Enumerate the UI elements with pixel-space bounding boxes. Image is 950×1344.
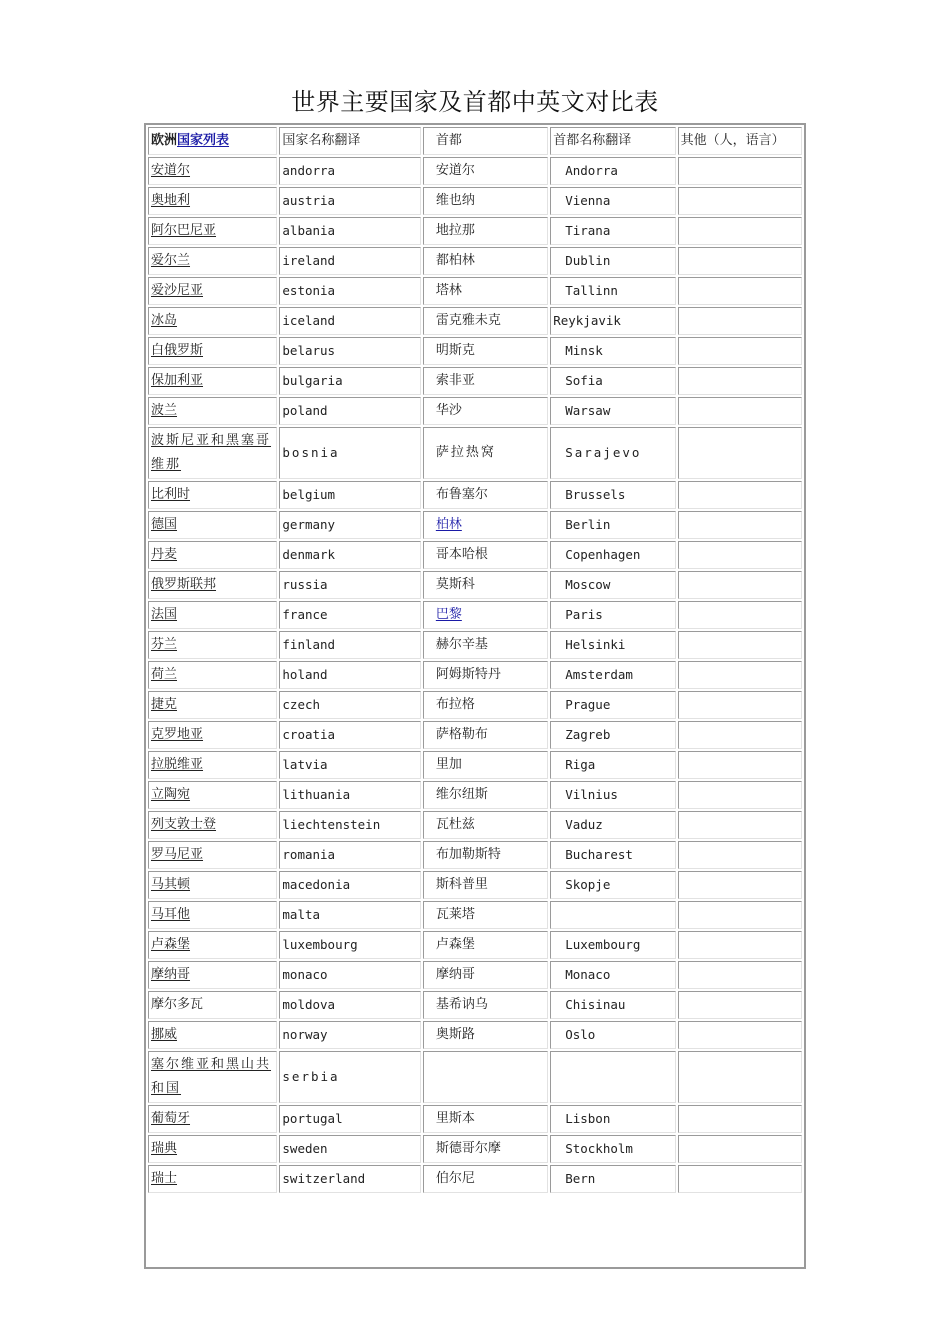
country-cn-link[interactable]: 拉脱维亚 [151, 757, 204, 772]
capital-en-cell: Reykjavik [550, 307, 675, 335]
country-en-cell: germany [279, 511, 420, 539]
header-region [148, 127, 277, 155]
header-row [148, 127, 802, 155]
other-cell [678, 247, 802, 275]
capital-cn-text: 索非亚 [435, 373, 475, 388]
country-en-cell: russia [279, 571, 420, 599]
capital-cn-link[interactable]: 柏林 [435, 517, 462, 532]
country-cn-link[interactable]: 列支敦士登 [151, 817, 217, 832]
country-cn-link[interactable]: 荷兰 [151, 667, 178, 682]
table-row [148, 991, 802, 1019]
country-cn-cell [148, 307, 277, 335]
capital-cn-cell [423, 427, 548, 479]
other-cell [678, 1051, 802, 1103]
table-row [148, 631, 802, 659]
capital-cn-text: 瓦杜兹 [435, 817, 475, 832]
capital-cn-text: 维尔纽斯 [435, 787, 488, 802]
table-row [148, 247, 802, 275]
country-cn-cell [148, 871, 277, 899]
capital-en-cell: Monaco [550, 961, 675, 989]
capital-cn-text: 阿姆斯特丹 [435, 667, 501, 682]
country-cn-link[interactable]: 捷克 [151, 697, 178, 712]
country-cn-cell [148, 481, 277, 509]
table-row [148, 1051, 802, 1103]
country-cn-link[interactable]: 比利时 [151, 487, 191, 502]
table-row [148, 1105, 802, 1133]
capital-en-cell: Bucharest [550, 841, 675, 869]
country-en-cell: ireland [279, 247, 420, 275]
country-en-cell: austria [279, 187, 420, 215]
capital-en-cell: Bern [550, 1165, 675, 1193]
other-cell [678, 397, 802, 425]
capital-cn-text: 里加 [435, 757, 462, 772]
document-title: 世界主要国家及首都中英文对比表 [291, 88, 659, 116]
table-row [148, 217, 802, 245]
other-cell [678, 427, 802, 479]
capital-cn-cell [423, 661, 548, 689]
other-cell [678, 721, 802, 749]
region-label: 欧洲 [151, 133, 178, 148]
capital-cn-cell [423, 631, 548, 659]
other-cell [678, 571, 802, 599]
capital-en-cell: Vilnius [550, 781, 675, 809]
country-cn-cell [148, 691, 277, 719]
country-cn-cell [148, 187, 277, 215]
capital-cn-cell [423, 811, 548, 839]
country-cn-cell [148, 511, 277, 539]
country-cn-cell [148, 991, 277, 1019]
capital-en-cell [550, 901, 675, 929]
table-row [148, 367, 802, 395]
header-other: 其他（人，语言） [678, 127, 802, 155]
other-cell [678, 691, 802, 719]
table-row [148, 871, 802, 899]
country-cn-link[interactable]: 德国 [151, 517, 178, 532]
capital-cn-cell [423, 601, 548, 629]
country-en-cell: lithuania [279, 781, 420, 809]
capital-cn-text: 基希讷乌 [435, 997, 488, 1012]
other-cell [678, 1165, 802, 1193]
table-row [148, 397, 802, 425]
country-en-cell: portugal [279, 1105, 420, 1133]
country-cn-cell [148, 721, 277, 749]
country-cn-link[interactable]: 卢森堡 [151, 937, 191, 952]
other-cell [678, 631, 802, 659]
capital-en-cell [550, 1051, 675, 1103]
capital-cn-cell [423, 541, 548, 569]
capital-cn-text: 华沙 [435, 403, 462, 418]
country-cn-cell [148, 1021, 277, 1049]
capital-en-cell: Vienna [550, 187, 675, 215]
country-cn-cell [148, 961, 277, 989]
country-en-cell: croatia [279, 721, 420, 749]
other-cell [678, 367, 802, 395]
capital-cn-text: 伯尔尼 [435, 1171, 475, 1186]
table-row [148, 571, 802, 599]
country-cn-cell [148, 1135, 277, 1163]
capital-cn-text: 地拉那 [435, 223, 475, 238]
country-cn-link[interactable]: 爱沙尼亚 [151, 283, 204, 298]
capital-cn-cell [423, 247, 548, 275]
table-row [148, 751, 802, 779]
other-cell [678, 277, 802, 305]
capital-en-cell: Minsk [550, 337, 675, 365]
country-cn-cell [148, 601, 277, 629]
country-en-cell: andorra [279, 157, 420, 185]
country-cn-link[interactable]: 摩纳哥 [151, 967, 191, 982]
other-cell [678, 187, 802, 215]
capital-cn-text: 萨格勒布 [435, 727, 488, 742]
country-en-cell: latvia [279, 751, 420, 779]
table-row [148, 661, 802, 689]
country-cn-link[interactable]: 塞尔维亚和黑山共和国 [151, 1057, 272, 1096]
capital-cn-text: 布加勒斯特 [435, 847, 501, 862]
header-capital-translation: 首都名称翻译 [550, 127, 675, 155]
country-en-cell: malta [279, 901, 420, 929]
country-en-cell: luxembourg [279, 931, 420, 959]
table-row [148, 781, 802, 809]
country-en-cell: monaco [279, 961, 420, 989]
capital-cn-text: 赫尔辛基 [435, 637, 488, 652]
country-en-cell: bosnia [279, 427, 420, 479]
capital-en-cell: Warsaw [550, 397, 675, 425]
country-cn-cell [148, 247, 277, 275]
country-cn-link: 摩尔多瓦 [151, 997, 204, 1012]
table-row [148, 427, 802, 479]
capital-en-cell: Amsterdam [550, 661, 675, 689]
table-row [148, 157, 802, 185]
capital-en-cell: Helsinki [550, 631, 675, 659]
table-row [148, 187, 802, 215]
capital-cn-text: 瓦莱塔 [435, 907, 475, 922]
capital-en-cell: Luxembourg [550, 931, 675, 959]
other-cell [678, 991, 802, 1019]
country-list-link[interactable]: 国家列表 [177, 133, 230, 148]
country-en-cell: france [279, 601, 420, 629]
country-cn-link[interactable]: 马其顿 [151, 877, 191, 892]
capital-en-cell: Stockholm [550, 1135, 675, 1163]
country-cn-cell [148, 931, 277, 959]
table-row [148, 691, 802, 719]
capital-en-cell: Vaduz [550, 811, 675, 839]
capital-cn-text: 萨拉热窝 [435, 445, 496, 460]
capital-cn-cell [423, 571, 548, 599]
country-en-cell: belarus [279, 337, 420, 365]
country-cn-link[interactable]: 冰岛 [151, 313, 178, 328]
capital-cn-cell [423, 1051, 548, 1103]
country-cn-link[interactable]: 丹麦 [151, 547, 178, 562]
country-cn-cell [148, 157, 277, 185]
capital-cn-cell [423, 511, 548, 539]
country-cn-cell [148, 841, 277, 869]
capital-en-cell: Berlin [550, 511, 675, 539]
country-cn-cell [148, 571, 277, 599]
country-cn-cell [148, 337, 277, 365]
capital-cn-text: 斯科普里 [435, 877, 488, 892]
capital-en-cell: Dublin [550, 247, 675, 275]
other-cell [678, 1105, 802, 1133]
country-cn-link[interactable]: 法国 [151, 607, 178, 622]
capital-en-cell: Moscow [550, 571, 675, 599]
capital-cn-text: 布鲁塞尔 [435, 487, 488, 502]
capital-cn-cell [423, 931, 548, 959]
table-row [148, 601, 802, 629]
country-cn-link[interactable]: 奥地利 [151, 193, 191, 208]
capital-en-cell: Oslo [550, 1021, 675, 1049]
country-cn-cell [148, 217, 277, 245]
country-cn-cell [148, 811, 277, 839]
capital-cn-text: 维也纳 [435, 193, 475, 208]
country-cn-link[interactable]: 阿尔巴尼亚 [151, 223, 217, 238]
country-cn-link[interactable]: 挪威 [151, 1027, 178, 1042]
country-cn-link[interactable]: 瑞典 [151, 1141, 178, 1156]
country-cn-link[interactable]: 保加利亚 [151, 373, 204, 388]
capital-cn-text: 布拉格 [435, 697, 475, 712]
table-row [148, 931, 802, 959]
other-cell [678, 601, 802, 629]
country-cn-link[interactable]: 葡萄牙 [151, 1111, 191, 1126]
country-cn-link[interactable]: 安道尔 [151, 163, 191, 178]
capital-cn-cell [423, 781, 548, 809]
capital-en-cell: Skopje [550, 871, 675, 899]
table-row [148, 1135, 802, 1163]
capital-cn-cell [423, 337, 548, 365]
capital-cn-cell [423, 367, 548, 395]
country-cn-link[interactable]: 波兰 [151, 403, 178, 418]
country-cn-cell [148, 631, 277, 659]
country-en-cell: holand [279, 661, 420, 689]
table-row [148, 1165, 802, 1193]
country-en-cell: moldova [279, 991, 420, 1019]
country-cn-link[interactable]: 立陶宛 [151, 787, 191, 802]
table-row [148, 901, 802, 929]
country-cn-link[interactable]: 波斯尼亚和黑塞哥维那 [151, 433, 272, 472]
country-en-cell: liechtenstein [279, 811, 420, 839]
country-en-cell: sweden [279, 1135, 420, 1163]
country-cn-cell [148, 397, 277, 425]
other-cell [678, 871, 802, 899]
capital-cn-text: 斯德哥尔摩 [435, 1141, 501, 1156]
capital-cn-cell [423, 217, 548, 245]
capital-cn-cell [423, 157, 548, 185]
capital-en-cell: Andorra [550, 157, 675, 185]
capital-cn-cell [423, 1135, 548, 1163]
capital-en-cell: Paris [550, 601, 675, 629]
other-cell [678, 157, 802, 185]
table-row [148, 511, 802, 539]
capital-en-cell: Chisinau [550, 991, 675, 1019]
capital-cn-text: 安道尔 [435, 163, 475, 178]
capital-cn-cell [423, 841, 548, 869]
country-en-cell: romania [279, 841, 420, 869]
country-en-cell: iceland [279, 307, 420, 335]
capital-cn-text: 莫斯科 [435, 577, 475, 592]
other-cell [678, 661, 802, 689]
table-row [148, 277, 802, 305]
capital-cn-text: 哥本哈根 [435, 547, 488, 562]
table-row [148, 337, 802, 365]
table-row [148, 481, 802, 509]
other-cell [678, 841, 802, 869]
country-cn-cell [148, 541, 277, 569]
capital-cn-cell [423, 901, 548, 929]
country-en-cell: belgium [279, 481, 420, 509]
country-en-cell: czech [279, 691, 420, 719]
country-en-cell: norway [279, 1021, 420, 1049]
capital-cn-cell [423, 397, 548, 425]
other-cell [678, 811, 802, 839]
other-cell [678, 511, 802, 539]
country-cn-cell [148, 901, 277, 929]
table-row [148, 811, 802, 839]
country-en-cell: estonia [279, 277, 420, 305]
other-cell [678, 751, 802, 779]
capital-cn-cell [423, 721, 548, 749]
country-cn-cell [148, 1105, 277, 1133]
capital-cn-text: 里斯本 [435, 1111, 475, 1126]
country-en-cell: finland [279, 631, 420, 659]
capital-en-cell: Sarajevo [550, 427, 675, 479]
country-en-cell: macedonia [279, 871, 420, 899]
other-cell [678, 901, 802, 929]
capital-cn-cell [423, 991, 548, 1019]
capital-en-cell: Prague [550, 691, 675, 719]
table-row [148, 541, 802, 569]
other-cell [678, 931, 802, 959]
capital-cn-cell [423, 307, 548, 335]
country-cn-link[interactable]: 芬兰 [151, 637, 178, 652]
capital-cn-cell [423, 871, 548, 899]
country-cn-cell [148, 1051, 277, 1103]
other-cell [678, 961, 802, 989]
country-en-cell: bulgaria [279, 367, 420, 395]
other-cell [678, 541, 802, 569]
capital-cn-link[interactable]: 巴黎 [435, 607, 462, 622]
capital-en-cell: Zagreb [550, 721, 675, 749]
capital-cn-text: 都柏林 [435, 253, 475, 268]
other-cell [678, 1021, 802, 1049]
capital-cn-text: 卢森堡 [435, 937, 475, 952]
country-cn-link[interactable]: 爱尔兰 [151, 253, 191, 268]
country-cn-cell [148, 751, 277, 779]
country-cn-cell [148, 367, 277, 395]
country-cn-cell [148, 781, 277, 809]
other-cell [678, 1135, 802, 1163]
capital-en-cell: Tirana [550, 217, 675, 245]
other-cell [678, 781, 802, 809]
table-row [148, 1021, 802, 1049]
country-cn-cell [148, 427, 277, 479]
other-cell [678, 217, 802, 245]
other-cell [678, 481, 802, 509]
other-cell [678, 337, 802, 365]
capital-en-cell: Riga [550, 751, 675, 779]
country-en-cell: albania [279, 217, 420, 245]
country-cn-link[interactable]: 俄罗斯联邦 [151, 577, 217, 592]
capital-cn-cell [423, 187, 548, 215]
capital-cn-text: 明斯克 [435, 343, 475, 358]
table-row [148, 961, 802, 989]
countries-table [144, 123, 806, 1269]
header-capital: 首都 [423, 127, 548, 155]
capital-en-cell: Lisbon [550, 1105, 675, 1133]
other-cell [678, 307, 802, 335]
country-cn-link[interactable]: 瑞士 [151, 1171, 178, 1186]
capital-cn-cell [423, 961, 548, 989]
capital-cn-cell [423, 1021, 548, 1049]
country-cn-link[interactable]: 克罗地亚 [151, 727, 204, 742]
table-row [148, 721, 802, 749]
capital-cn-text: 奥斯路 [435, 1027, 475, 1042]
country-en-cell: poland [279, 397, 420, 425]
capital-en-cell: Tallinn [550, 277, 675, 305]
capital-en-cell: Sofia [550, 367, 675, 395]
capital-cn-cell [423, 481, 548, 509]
country-cn-link[interactable]: 马耳他 [151, 907, 191, 922]
capital-cn-cell [423, 691, 548, 719]
capital-cn-cell [423, 1105, 548, 1133]
capital-cn-cell [423, 1165, 548, 1193]
country-en-cell: serbia [279, 1051, 420, 1103]
capital-en-cell: Copenhagen [550, 541, 675, 569]
country-en-cell: denmark [279, 541, 420, 569]
country-cn-link[interactable]: 白俄罗斯 [151, 343, 204, 358]
capital-cn-text: 雷克雅未克 [435, 313, 501, 328]
capital-cn-cell [423, 751, 548, 779]
country-en-cell: switzerland [279, 1165, 420, 1193]
capital-en-cell: Brussels [550, 481, 675, 509]
capital-cn-text: 塔林 [435, 283, 462, 298]
country-cn-link[interactable]: 罗马尼亚 [151, 847, 204, 862]
table-row [148, 307, 802, 335]
capital-cn-text: 摩纳哥 [435, 967, 475, 982]
table-row [148, 841, 802, 869]
country-cn-cell [148, 1165, 277, 1193]
header-name-translation: 国家名称翻译 [279, 127, 420, 155]
country-cn-cell [148, 661, 277, 689]
country-cn-cell [148, 277, 277, 305]
capital-cn-cell [423, 277, 548, 305]
